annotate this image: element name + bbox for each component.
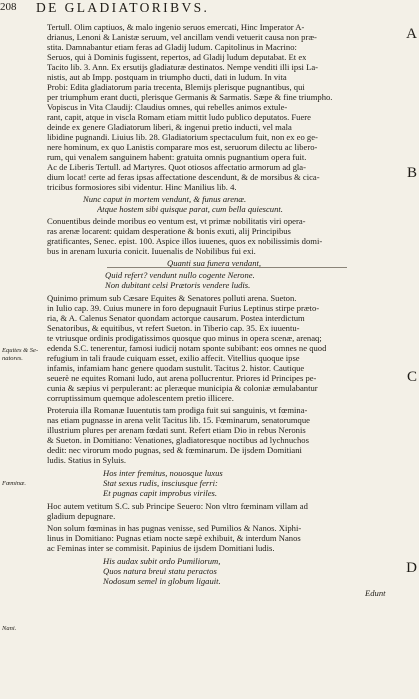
text-line: Vopiscus in Vita Claudij: Claudius omnes, qui rebelles animos extule-	[47, 102, 288, 112]
text-line: ac Feminas inter se commisit. Papinius de ijsdem Domitiani ludis.	[47, 543, 275, 553]
section-letter-a: A	[406, 26, 417, 42]
section-letter-d: D	[406, 560, 417, 576]
text-line: bus in arenam luxuria conicit. Iuuenalis de Nobilibus fui exi.	[47, 246, 256, 256]
text-line: refugium in tali fraude cuiquam esset, exilio affecit. Vitellius quoque ipse	[47, 353, 300, 363]
text-line: te vtriusque ordinis prodigatissimos quosque quo minus in opera scenæ, arenaq;	[47, 333, 322, 343]
text-line: per triumphum erant ducti, plerisque Germanis & Sarmatis. Sæpe & fine triumpho.	[47, 92, 333, 102]
text-line: gladium depugnare.	[47, 511, 116, 521]
section-letter-c: C	[406, 369, 417, 385]
text-line: Hoc autem vetitum S.C. sub Principe Seuero: Non vltro fœminam villam ad	[47, 501, 308, 511]
verse-line: His audax subit ordo Pumiliorum,	[103, 556, 221, 566]
running-title: DE GLADIATORIBVS.	[36, 0, 210, 15]
verse-line: Et pugnas capit improbus viriles.	[103, 488, 218, 498]
section-letter-b: B	[406, 165, 417, 181]
text-line: ludis. Statius in Syluis.	[47, 455, 127, 465]
text-line: linus in Domitiano: Pugnas etiam nocte sæpè exhibuit, & interdum Nanos	[47, 533, 301, 543]
text-line: corruptissimum quemque adolescentem pretio illicere.	[47, 393, 234, 403]
text-line: nere hominum, ex quo Lanistis comparare mos est, seruorum dilectu ac libero-	[47, 142, 318, 152]
text-line: cunia & sæpius vi perpulerant: ac pleræque municipia & coloniæ æmulabantur	[47, 383, 318, 393]
text-line: ras arenæ locarent: quidam desperatione & bonis exuti, alij Principibus	[47, 226, 291, 236]
text-line: Tacito lib. 3. Ann. Ex ersutijs gladiaturæ destinatos. Nempe venditi illi ipsi La-	[47, 62, 319, 72]
text-line: seuerè ne equites Romani ludo, aut arena pollucrentur. Priores id Principes pe-	[47, 373, 317, 383]
text-line: stita. Damnabantur etiam feras ad Gladij ludum. Capitolinus in Macrino:	[47, 42, 297, 52]
margin-note-nani: Nani.	[2, 625, 17, 632]
text-line: Probi: Edita gladiatorum paria trecenta, Blemijs plerisque pugnantibus, qui	[47, 82, 305, 92]
text-line: Non solum fœminas in has pugnas venisse, sed Pumilios & Nanos. Xiphi-	[47, 523, 302, 533]
text-line: Conuentibus deinde moribus eo ventum est, vt primæ nobilitatis viri opera-	[47, 216, 306, 226]
text-line: nistis, aut ab Impp. postquam in triumpho ducti, dati in ludum. In vita	[47, 72, 287, 82]
text-line: Seruos, qui à Dominis fugissent, repertos, ad Gladij ludum deputabat. Et ex	[47, 52, 307, 62]
catchword: Edunt	[365, 588, 386, 598]
text-line: Ac de Liberis Tertull. ad Martyres. Quot otiosos affectatio armorum ad gla-	[47, 162, 306, 172]
text-line: ria, & A. Calenus Senator quondam actorque causarum. Postea interdictum	[47, 313, 305, 323]
text-line: libidine pugnandi. Liuius lib. 28. Gladiatorium spectaculum fuit, non ex eo ge-	[47, 132, 318, 142]
text-line: & Sueton. in Domitiano: Venationes, gladiatoresque noctibus ad lychnuchos	[47, 435, 309, 445]
page-number: 208	[0, 1, 17, 13]
divider-rule	[107, 267, 347, 268]
margin-note-feminae: Fœminæ.	[2, 480, 27, 487]
text-line: rant, capit, atque in viscla Romam etiam mittit ludo publico deputatos. Fuere	[47, 112, 311, 122]
verse-line: Quid refert? vendunt nullo cogente Nerone.	[105, 270, 255, 280]
text-line: tricibus formosiores sibi videntur. Hinc Manilius lib. 4.	[47, 182, 237, 192]
text-line: illustrium plures per arenam fœdati sunt. Refert etiam Dio in rebus Neronis	[47, 425, 306, 435]
verse-line: Nunc caput in mortem vendunt, & funus arenæ.	[83, 194, 247, 204]
text-line: rum, qui venalem sanguinem habent: gratuita omnis pugnantium opera fuit.	[47, 152, 307, 162]
text-line: nas etiam pugnasse in arena velit Tacitus lib. 15. Fœminarum, senatorumque	[47, 415, 310, 425]
text-line: Tertull. Olim captiuos, & malo ingenio seruos emercati, Hinc Imperator A-	[47, 22, 305, 32]
text-line: Proteruia illa Romanæ Iuuentutis tam prodiga fuit sui sanguinis, vt fœmina-	[47, 405, 308, 415]
text-line: Quinimo primum sub Cæsare Equites & Senatores polluti arena. Sueton.	[47, 293, 297, 303]
text-line: dium locat! certe ad feras ipsas affectatione descendunt, & de morsibus & cica-	[47, 172, 320, 182]
text-line: edenda S.C. tenerentur, famosi iudicij notam sponte subibant: eos omnes ne quod	[47, 343, 327, 353]
page-header	[0, 0, 419, 20]
margin-note-equites: Equites & Se-natores.	[2, 347, 39, 362]
verse-line: Non dubitant celsi Prætoris vendere ludis.	[105, 280, 251, 290]
text-line: drianus, Lenoni & Lanistæ seruum, vel ancillam vendi vetuerit causa non præ-	[47, 32, 317, 42]
verse-line: Quanti sua funera vendant,	[167, 258, 262, 268]
verse-line: Atque hostem sibi quisque parat, cum bella quiescunt.	[97, 204, 283, 214]
text-line: gratificantes, Senec. epist. 100. Aspice illos iuuenes, quos ex nobilissimis domi-	[47, 236, 323, 246]
body-text	[47, 20, 402, 696]
verse-line: Hos inter fremitus, nouosque luxus	[103, 468, 223, 478]
text-line: infamis, infamiam hanc genere quodam sustulit. Tacitus 2. histor. Cautique	[47, 363, 305, 373]
text-line: in Iulio cap. 39. Cuius munere in foro depugnauit Furius Leptinus stirpe præto-	[47, 303, 320, 313]
text-line: Senatoribus, & equitibus, vt refert Sueton. in Tiberio cap. 35. Ex iuuentu-	[47, 323, 300, 333]
verse-line: Nodosum semel in globum ligauit.	[103, 576, 221, 586]
verse-line: Quos natura breui statu peractos	[103, 566, 217, 576]
text-line: deinde ex genere Gladiatorum liberi, & ingenui pretio inducti, vel mala	[47, 122, 292, 132]
verse-line: Stat sexus rudis, insciusque ferri:	[103, 478, 218, 488]
text-line: dedit: nec virorum modo pugnas, sed & fœminarum. De ijsdem Domitiani	[47, 445, 302, 455]
